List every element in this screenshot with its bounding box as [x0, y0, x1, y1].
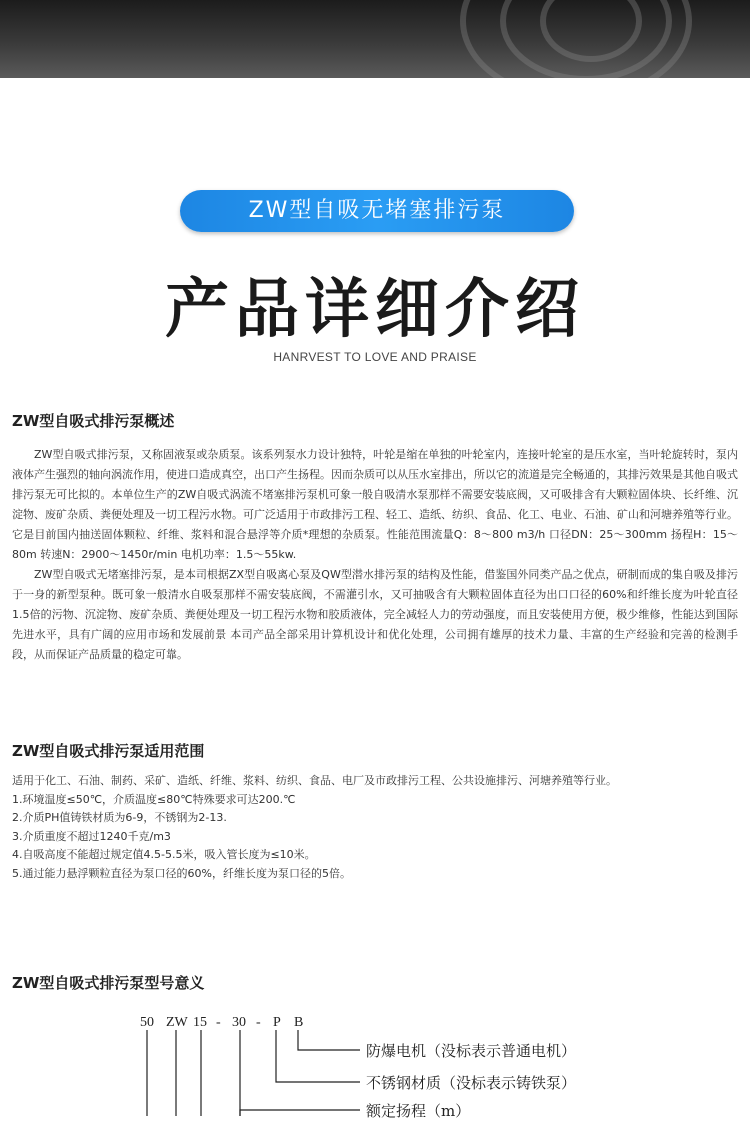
scope-heading: ZW型自吸式排污泵适用范围 — [12, 742, 205, 760]
model-label-head: 额定扬程（m） — [366, 1102, 471, 1120]
scope-line: 1.环境温度≤50℃，介质温度≤80℃特殊要求可达200.℃ — [12, 792, 296, 806]
page-title: 产品详细介绍 — [165, 273, 585, 347]
page-subtitle: HANRVEST TO LOVE AND PRAISE — [273, 350, 477, 364]
scope-line: 4.自吸高度不能超过规定值4.5-5.5米，吸入管长度为≤10米。 — [12, 848, 316, 861]
model-code-part: ZW — [166, 1015, 188, 1030]
model-code-part: 50 — [140, 1015, 154, 1030]
model-code-part: 30 — [232, 1015, 246, 1030]
model-code-diagram — [0, 1000, 750, 1120]
model-code-part: B — [294, 1015, 304, 1030]
scope-line: 2.介质PH值铸铁材质为6-9，不锈钢为2-13. — [12, 811, 227, 824]
model-code-part: P — [273, 1015, 281, 1030]
model-heading: ZW型自吸式排污泵型号意义 — [12, 974, 205, 992]
model-code-part: 15 — [193, 1015, 207, 1030]
model-code-part: - — [256, 1015, 261, 1030]
overview-heading: ZW型自吸式排污泵概述 — [12, 412, 175, 430]
scope-line: 3.介质重度不超过1240千克/m3 — [12, 829, 171, 843]
scope-list — [12, 772, 738, 883]
product-name-pill: ZW型自吸无堵塞排污泵 — [180, 190, 574, 232]
scope-line: 5.通过能力悬浮颗粒直径为泵口径的60%，纤维长度为泵口径的5倍。 — [12, 866, 351, 880]
overview-paragraph: ZW型自吸式无堵塞排污泵，是本司根据ZX型自吸离心泵及QW型潜水排污泵的结构及性能，借鉴国外同类产品之优点，研制而成的集自吸及排污于一身的新型泵种。既可象一般清水自吸泵那样不需安装底阀，不需灌引水，又可抽吸含有大颗粒固体直径为出口口径的60%和纤维长度为叶轮直径1.5倍的污物、沉淀物、废矿杂质、粪便处理及一切工程污水物和胶质液体，完全减轻人力的劳动强度，而且安装使用方便，极少维修，性能达到国际先进水平，具有广阔的应用市场和发展前景 本司产品全部采用计算机设计和优化处理，公司拥有雄厚的技术力量、丰富的生产经验和完善的检测手段，从而保证产品质量的稳定可靠。 — [12, 568, 738, 661]
model-label-motor: 防爆电机（没标表示普通电机） — [366, 1042, 577, 1060]
overview-paragraph: ZW型自吸式排污泵，又称固液泵或杂质泵。该系列泵水力设计独特，叶轮是缩在单独的叶轮室内，连接叶轮室的是压水室，当叶轮旋转时，泵内液体产生强烈的轴向涡流作用，使进口造成真空，出口产生扬程。因而杂质可以从压水室排出，所以它的流道是完全畅通的，其排污效果是其他自吸式排污泵无可比拟的。本单位生产的ZW自吸式涡流不堵塞排污泵机可象一般自吸清水泵那样不需要安装底阀，又可吸排含有大颗粒固体块、长纤维、沉淀物、废矿杂质、粪便处理及一切工程污水物。可广泛适用于市政排污工程、轻工、造纸、纺织、食品、化工、电业、石油、矿山和河塘养殖等行业。它是目前国内抽送固体颗粒、纤维、浆料和混合悬浮等介质*理想的杂质泵。性能范围流量Q：8～800 m3/h 口径DN：25～300mm 扬程H：15～80m 转速N：2900～1450r/min 电机功率：1.5～55kw. — [12, 448, 738, 561]
top-banner-image — [0, 0, 750, 78]
model-label-material: 不锈钢材质（没标表示铸铁泵） — [366, 1074, 577, 1092]
overview-body — [12, 445, 738, 665]
model-code-part: - — [216, 1015, 221, 1030]
scope-line: 适用于化工、石油、制药、采矿、造纸、纤维、浆料、纺织、食品、电厂及市政排污工程、公共设施排污、河塘养殖等行业。 — [12, 774, 617, 787]
